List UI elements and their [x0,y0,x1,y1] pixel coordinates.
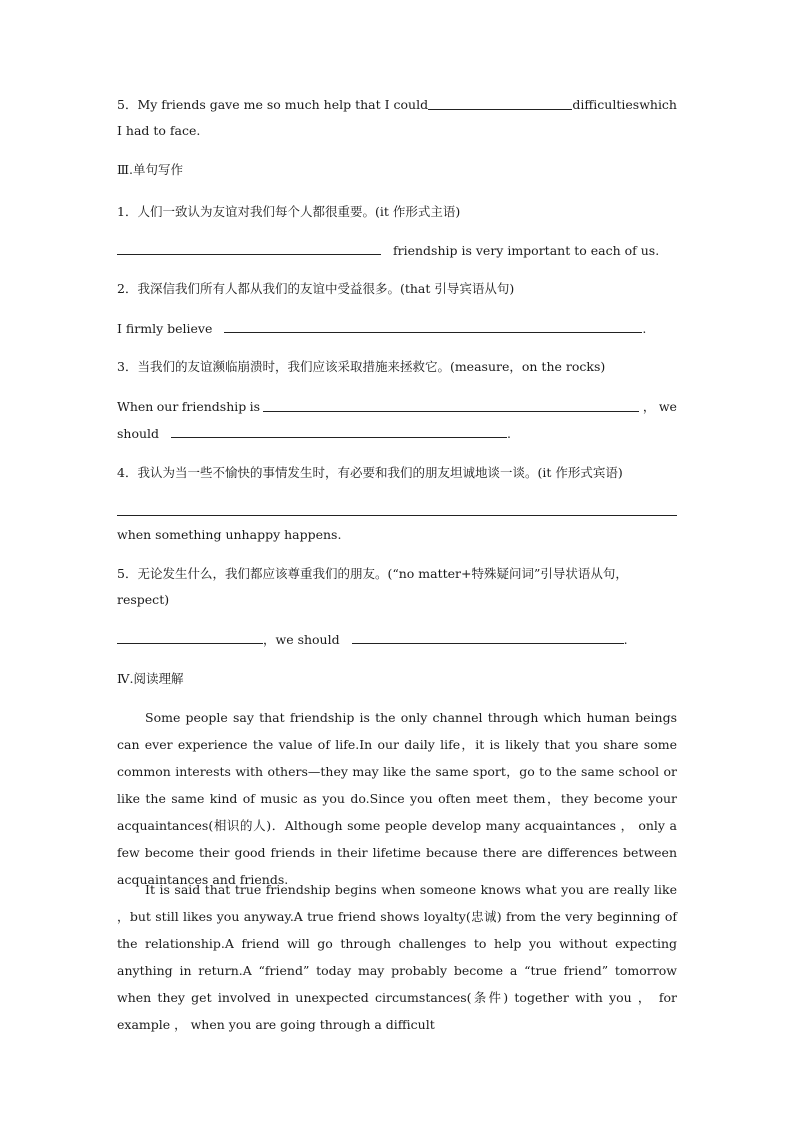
period: . [507,426,512,441]
answer-blank[interactable] [117,631,263,644]
part3-q2-prompt: 2．我深信我们所有人都从我们的友谊中受益很多。(that 引导宾语从句) [117,281,515,296]
question-text: My friends gave me so much help that I could [137,97,429,112]
comma: ， [642,399,656,414]
answer-blank[interactable] [263,399,639,412]
answer-blank[interactable] [117,242,381,255]
part3-q5-answer [117,631,677,648]
reading-passage-paragraph-1 [117,704,677,893]
part3-q2-answer [117,320,677,337]
answer-blank[interactable] [352,631,624,644]
word: When [117,399,154,414]
part3-q4-answer-line2: when something unhappy happens. [117,527,342,542]
answer-blank[interactable] [428,97,572,110]
part3-q3-answer-line1 [117,399,677,415]
part3-q3-answer-line2 [117,425,677,442]
question-text: which [639,97,677,112]
paragraph-text: Some people say that friendship is the only channel through which human beings can ever experience the value of life.In our daily life，it is likely that you share some common interests with others—they may like the same sport，go to the same school or like the same kind of music as you do.Since you often meet them，they become your acquaintances(相识的人)．Although some people develop many acquaintances ， only a few become their good friends in their lifetime because there are differences between acquaintances and friends. [117,710,677,887]
part3-q4-prompt: 4．我认为当一些不愉快的事情发生时，有必要和我们的朋友坦诚地谈一谈。(it 作形式宾语) [117,465,623,480]
paragraph-text: It is said that true friendship begins when someone knows what you are really like ，but still likes you anyway.A true friend shows loyalty(忠诚) from the very beginning of the relationship.A friend will go through challenges to help you without expecting anything in return.A “friend” today may probably become a “true friend” tomorrow when they get involved in unexpected circumstances(条件) together with you ， for example ， when you are going through a difficult [117,882,677,1032]
period: . [623,632,628,647]
period: . [642,321,647,336]
answer-blank[interactable] [224,320,642,333]
answer-text: I firmly believe [117,321,213,336]
part3-q5-prompt-line2: respect) [117,592,170,607]
part3-q3-prompt: 3．当我们的友谊濒临崩溃时，我们应该采取措施来拯救它。(measure，on the rocks) [117,359,606,374]
answer-blank[interactable] [117,503,677,516]
word: our [156,399,179,414]
part2-q5-line2: I had to face. [117,123,201,138]
question-number: 5． [117,97,138,112]
word: friendship [181,399,247,414]
question-text: difficulties [572,97,640,112]
part3-q5-prompt: 5．无论发生什么，我们都应该尊重我们的朋友。(“no matter+特殊疑问词”引导状语从句， [117,566,628,581]
answer-text: friendship is very important to each of us. [392,243,660,258]
answer-blank[interactable] [171,425,507,438]
reading-passage-paragraph-2 [117,876,677,1038]
part2-q5-line1 [117,97,677,113]
answer-text: should [117,426,160,441]
answer-text: ，we should [263,632,340,647]
part3-q1-answer [117,242,677,259]
part3-q1-prompt: 1．人们一致认为友谊对我们每个人都很重要。(it 作形式主语) [117,204,461,219]
word: we [658,399,677,414]
section-heading-4: Ⅳ.阅读理解 [117,671,184,686]
part3-q4-answer-line1 [117,503,677,520]
section-heading-3: Ⅲ.单句写作 [117,162,184,177]
word: is [249,399,261,414]
